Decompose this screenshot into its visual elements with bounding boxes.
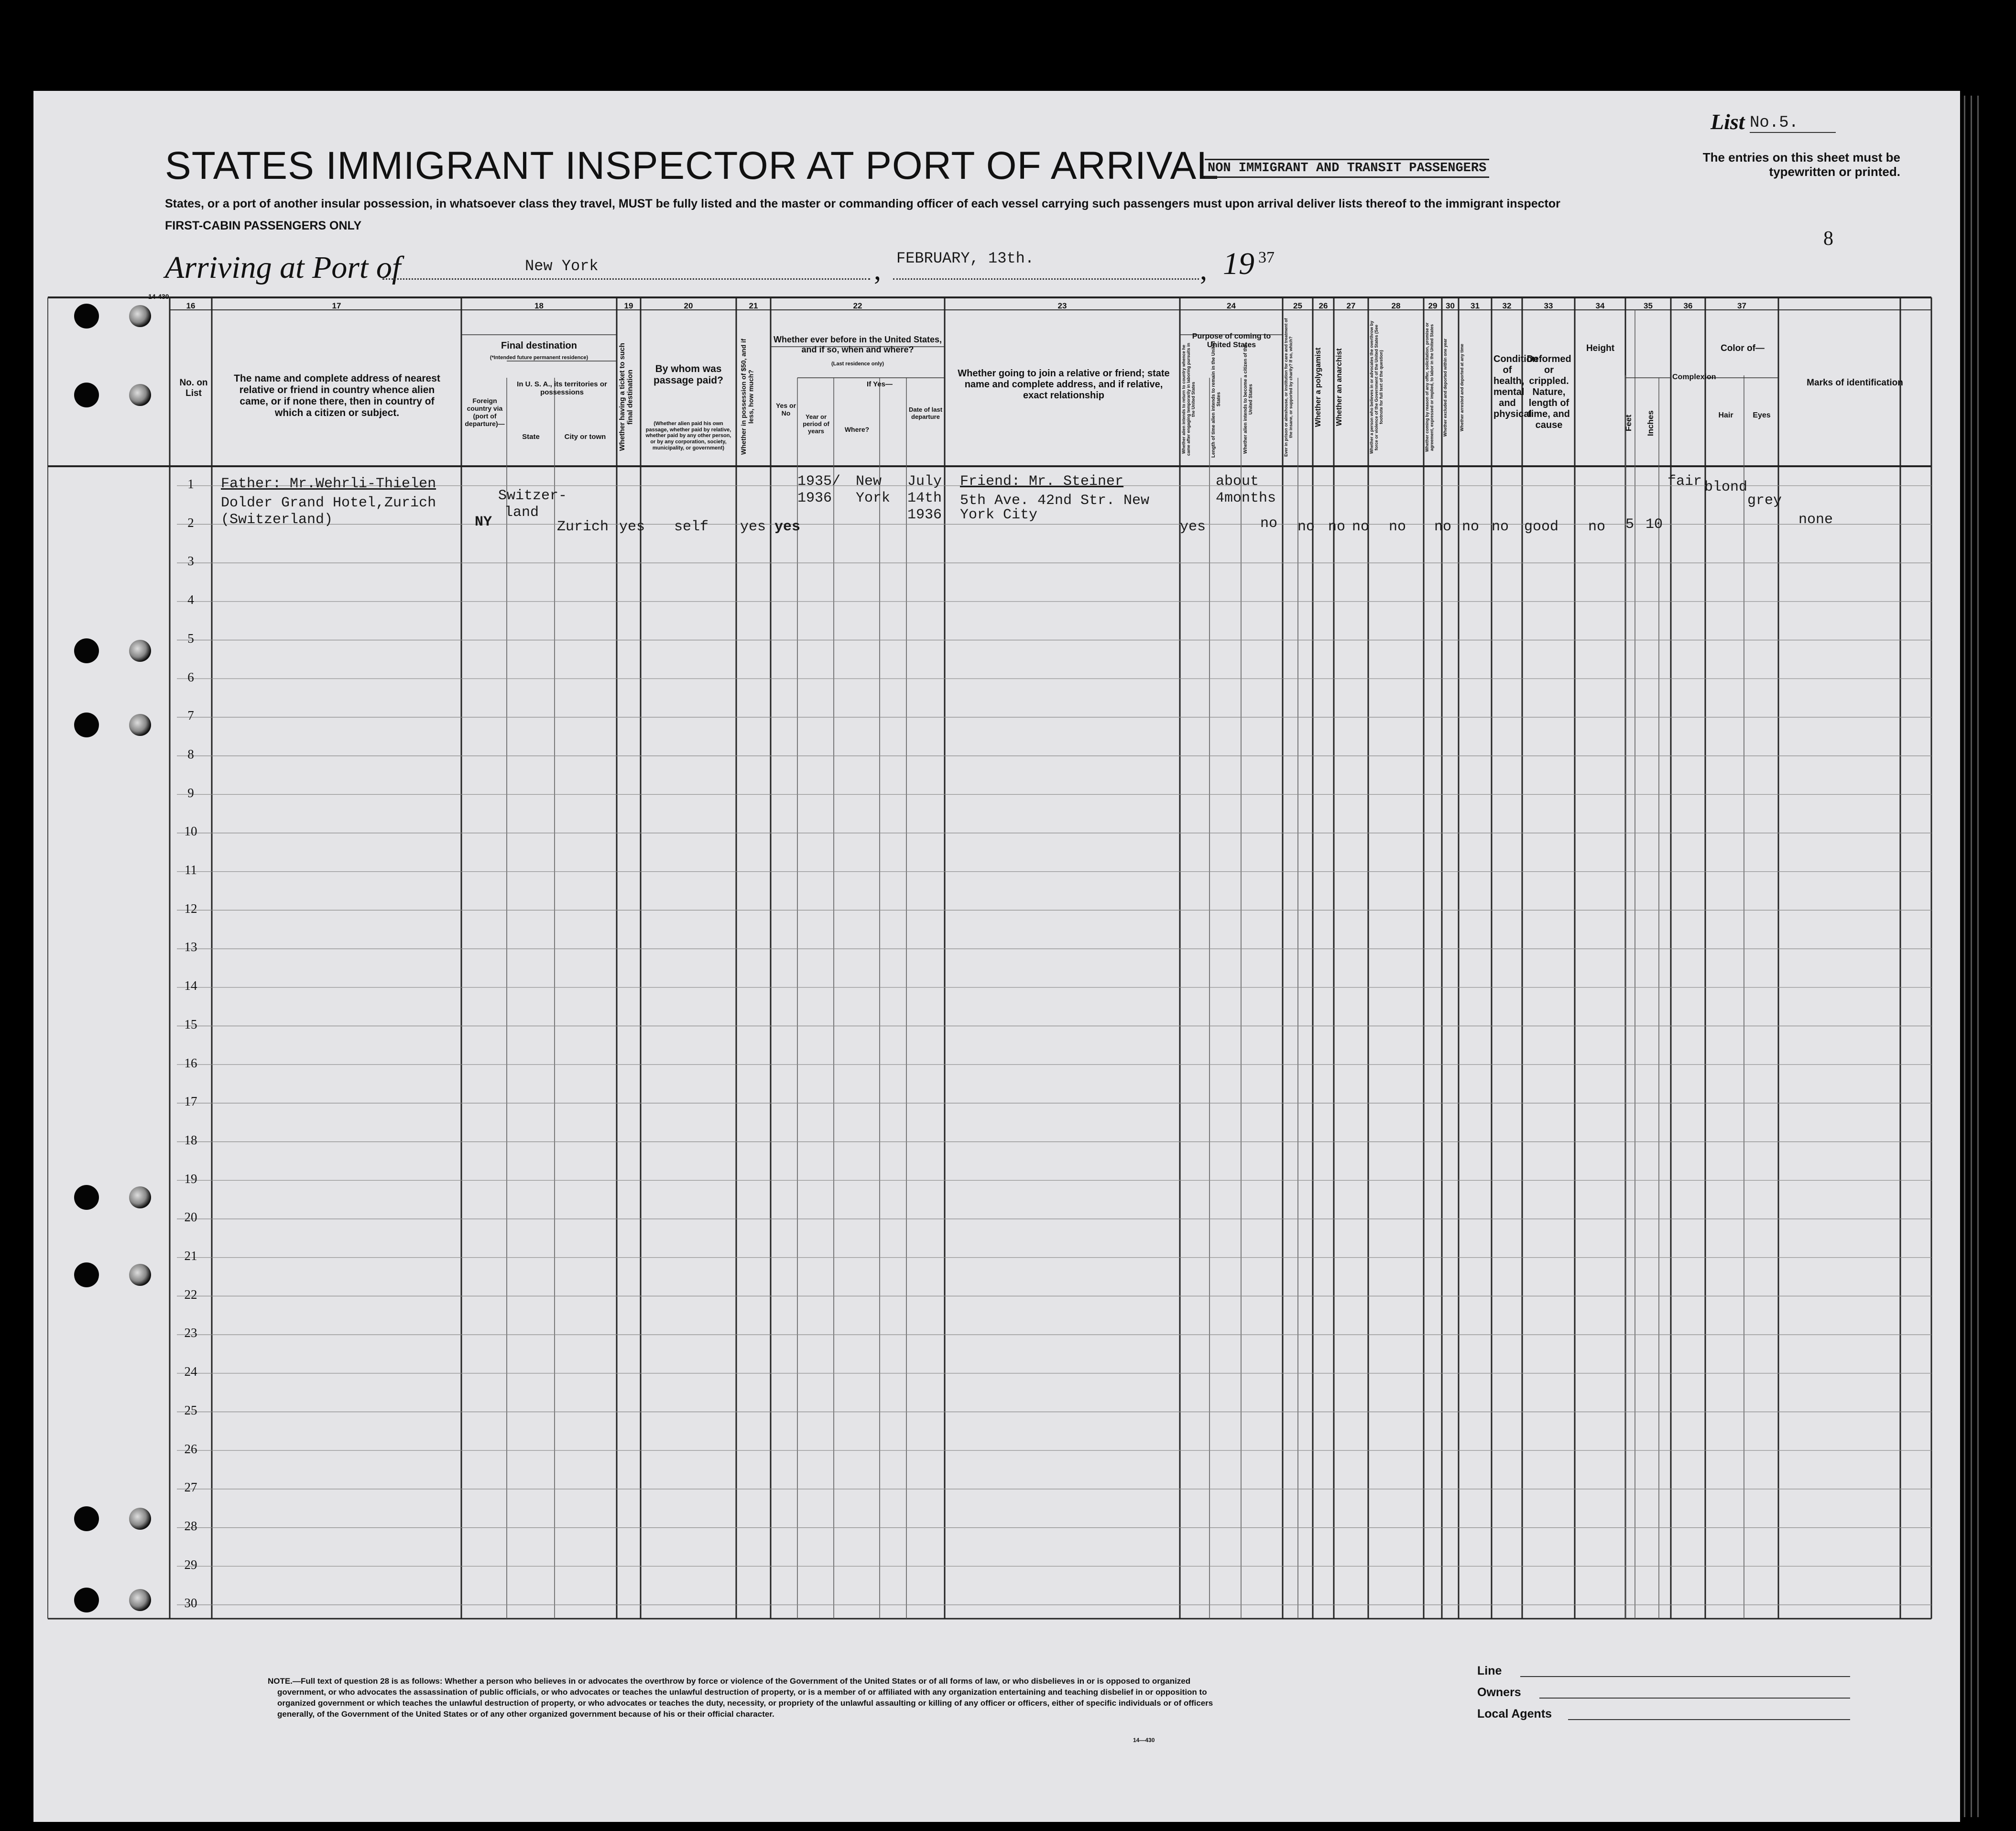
row-number: 25 — [184, 1403, 197, 1417]
complexion-value: fair — [1667, 473, 1702, 490]
row-number: 17 — [184, 1094, 197, 1109]
col-passage-paid-note: (Whether alien paid his own passage, whether paid by relative, whether paid by any other person, or by any corporation, society, municipality, or government) — [645, 421, 731, 451]
port-name: New York — [525, 257, 599, 275]
where-line-2: York — [856, 490, 891, 506]
col-departure: Date of last departure — [908, 406, 943, 420]
row-number: 4 — [187, 592, 194, 607]
col-purpose: Purpose of coming to United States — [1192, 332, 1271, 350]
row-number: 18 — [184, 1132, 197, 1147]
col-purpose-citizen: Whether alien intends to become a citizen of the United States — [1243, 344, 1253, 454]
row-number: 13 — [184, 940, 197, 954]
departure-line-2: 14th — [907, 490, 942, 506]
row-number: 6 — [187, 669, 194, 684]
column-number: 34 — [1595, 301, 1605, 310]
form-code: 14-430 — [148, 293, 169, 300]
col-state: State — [522, 433, 540, 441]
col-deformed: Deformed or crippled. Nature, length of time, and cause — [1526, 354, 1571, 430]
col-complexion: Complexion — [1672, 373, 1716, 381]
feet-value: 5 — [1625, 516, 1635, 533]
eyes-value: grey — [1747, 493, 1782, 509]
col-purpose-return: Whether alien intends to return to country whence he came after engaging temporarily in laboring pursuits in the United States — [1181, 342, 1196, 456]
comma: , — [874, 254, 881, 285]
before-in-us-value: yes — [774, 519, 801, 535]
where-line-1: New — [856, 473, 882, 490]
row-number: 9 — [187, 785, 194, 800]
money-value: yes — [740, 519, 766, 535]
row-number: 27 — [184, 1480, 197, 1495]
column-number: 23 — [1057, 301, 1067, 310]
col-height: Height — [1586, 343, 1615, 353]
cabin-class: FIRST-CABIN PASSENGERS ONLY — [165, 219, 362, 232]
row-number: 14 — [184, 978, 197, 993]
passage-paid-value: self — [674, 519, 709, 535]
entries-note: The entries on this sheet must be typewritten or printed. — [1702, 150, 1900, 179]
row-number: 20 — [184, 1210, 197, 1225]
overthrow-value: no — [1389, 519, 1406, 535]
row-number: 15 — [184, 1017, 197, 1031]
row-number: 5 — [187, 631, 194, 646]
page-number: 8 — [1823, 228, 1833, 250]
column-number: 31 — [1471, 301, 1480, 310]
col-usa: In U. S. A., its territories or possessions — [517, 380, 607, 397]
col-passage-paid: By whom was passage paid? — [654, 363, 723, 386]
column-number: 17 — [332, 301, 341, 310]
column-number: 26 — [1319, 301, 1328, 310]
relative-line-2: Dolder Grand Hotel,Zurich — [221, 495, 436, 511]
period-line-1: 1935/ — [797, 473, 841, 490]
row-number: 30 — [184, 1596, 197, 1611]
relative-line-1: Father: Mr.Wehrli-Thielen — [221, 476, 436, 492]
city-value: Zurich — [557, 519, 609, 535]
line-field — [1520, 1676, 1850, 1677]
col-vertical-28: Whether a person who believes in or advocates the overthrow by force or violence of the Government of the United States (See footnote for full text of the question) — [1369, 320, 1384, 454]
column-number: 30 — [1446, 301, 1455, 310]
join-line-2: 5th Ave. 42nd Str. New — [960, 493, 1150, 509]
column-number: 19 — [624, 301, 633, 310]
column-number: 29 — [1428, 301, 1438, 310]
col-final-destination-note: (*Intended future permanent residence) — [490, 355, 588, 361]
year-suffix: 37 — [1258, 249, 1275, 266]
length-line-2: 4months — [1216, 490, 1276, 506]
column-number: 21 — [749, 301, 758, 310]
length-line-1: about — [1216, 473, 1259, 490]
port-line — [382, 278, 870, 280]
row-number: 23 — [184, 1326, 197, 1340]
owners-field — [1539, 1698, 1850, 1699]
departure-line-1: July — [907, 473, 942, 490]
col-hair: Hair — [1718, 411, 1733, 419]
line-label: Line — [1477, 1664, 1502, 1678]
col-relative-address: The name and complete address of nearest relative or friend in country whence alien came, or if none there, then in country of which a citizen or subject. — [234, 373, 440, 419]
col-vertical-31: Whether arrested and deported at any time — [1460, 343, 1464, 431]
col-purpose-length: Length of time alien intends to remain in the United States — [1211, 341, 1221, 458]
column-number: 25 — [1293, 301, 1302, 310]
row-number: 3 — [187, 554, 194, 569]
column-number: 24 — [1227, 301, 1236, 310]
col-if-yes: If Yes— — [867, 380, 893, 388]
agents-label: Local Agents — [1477, 1707, 1552, 1721]
col-eyes: Eyes — [1753, 411, 1771, 419]
row-number: 7 — [187, 708, 194, 723]
row-number: 28 — [184, 1518, 197, 1533]
relative-line-3: (Switzerland) — [221, 512, 333, 528]
prison-value: no — [1297, 519, 1315, 535]
col-vertical-26: Whether a polygamist — [1314, 347, 1322, 428]
row-number: 10 — [184, 824, 197, 839]
column-number: 16 — [186, 301, 196, 310]
anarchist-value: no — [1352, 519, 1370, 535]
col-yes-no: Yes or No — [775, 402, 796, 417]
hair-value: blond — [1704, 479, 1748, 495]
date-line — [893, 278, 1199, 280]
departure-line-3: 1936 — [907, 507, 942, 523]
marks-value: none — [1798, 512, 1833, 528]
row-number: 12 — [184, 901, 197, 916]
row-number: 29 — [184, 1557, 197, 1572]
excluded-value: no — [1462, 519, 1480, 535]
column-number: 36 — [1683, 301, 1693, 310]
col-before-in-us: Whether ever before in the United States, and if so, when and where? — [773, 335, 942, 354]
row-number: 16 — [184, 1055, 197, 1070]
footnote: NOTE.—Full text of question 28 is as follows: Whether a person who believes in or advocates the overthrow by force or violence of the Government of the United States or of all forms of law, or who disbelieves in or is opposed to organized government, or who advocates the assassination of public officials, or who advocates or teaches the unlawful destruction of property, or is a member of or affiliated with any organization entertaining and teaching disbelief in or opposition to organized government or which teaches the unlawful destruction of property, or who advocates or teaches the duty, necessity, or propriety of the unlawful assaulting or killing of any officer or officers, either of specific individuals or of officers generally, of the Government of the United States or of any other organized government because of his or their official character. — [268, 1677, 1213, 1719]
col-join-relative: Whether going to join a relative or friend; state name and complete address, and if relative, exact relationship — [958, 368, 1170, 401]
category-stamp: NON IMMIGRANT AND TRANSIT PASSENGERS — [1205, 159, 1489, 178]
foreign-country-line-2: land — [504, 504, 539, 521]
foreign-country-line-1: Switzer- — [498, 488, 567, 504]
column-number: 32 — [1502, 301, 1512, 310]
row-number: 11 — [185, 863, 197, 877]
return-intent-value: yes — [1180, 519, 1206, 535]
list-label: List — [1711, 110, 1745, 134]
col-vertical-27: Whether an anarchist — [1335, 348, 1343, 427]
labor-offer-value: no — [1434, 519, 1452, 535]
inches-value: 10 — [1645, 516, 1663, 533]
row-number: 26 — [184, 1441, 197, 1456]
comma: , — [1200, 254, 1207, 285]
arriving-label: Arriving at Port of — [165, 250, 401, 285]
col-feet: Feet — [1624, 415, 1633, 432]
col-city: City or town — [564, 433, 606, 441]
col-where: Where? — [844, 426, 870, 433]
row-number: 21 — [184, 1249, 197, 1263]
agents-field — [1568, 1719, 1850, 1720]
col-health: Condition of health, mental and physical — [1493, 354, 1538, 419]
state-value: NY — [475, 514, 492, 530]
column-number: 37 — [1737, 301, 1746, 310]
col-period: Year or period of years — [803, 413, 829, 435]
arrival-date: FEBRUARY, 13th. — [896, 250, 1035, 267]
col-final-destination: Final destination — [501, 340, 577, 351]
join-line-1: Friend: Mr. Steiner — [960, 473, 1124, 490]
citizen-value: no — [1260, 515, 1278, 532]
ticket-value: yes — [619, 519, 645, 535]
row-number: 8 — [187, 746, 194, 761]
arrested-value: no — [1492, 519, 1509, 535]
col-vertical-29: Whether coming by reason of any offer, solicitation, promise or agreement, expressed or implied, to labor in the United States — [1425, 322, 1434, 452]
instruction-text: States, or a port of another insular possession, in whatsoever class they travel, MUST be fully listed and the master or commanding officer of each vessel carrying such passengers must upon arrival deliver lists thereof to the immigrant inspector — [165, 197, 1560, 210]
col-vertical-30: Whether excluded and deported within one year — [1443, 338, 1448, 437]
col-ticket: Whether having a ticket to such final destination — [618, 343, 634, 451]
row-number: 1 — [187, 477, 194, 491]
col-foreign-country: Foreign country via (port of departure)— — [465, 397, 505, 428]
row-number: 22 — [184, 1287, 197, 1302]
row-number: 2 — [187, 515, 194, 530]
health-value: good — [1524, 519, 1559, 535]
column-number: 22 — [853, 301, 862, 310]
join-line-3: York City — [960, 507, 1038, 523]
col-no-on-list: No. on List — [179, 378, 208, 398]
col-before-in-us-note: (Last residence only) — [831, 361, 884, 367]
owners-label: Owners — [1477, 1686, 1521, 1699]
column-number: 28 — [1391, 301, 1401, 310]
row-number: 19 — [184, 1171, 197, 1186]
period-line-2: 1936 — [797, 490, 832, 506]
column-number: 20 — [684, 301, 693, 310]
column-number: 18 — [534, 301, 544, 310]
column-number: 27 — [1346, 301, 1356, 310]
col-color-of: Color of— — [1721, 343, 1765, 353]
col-marks: Marks of identification — [1807, 378, 1903, 388]
footer-form-code: 14—430 — [1133, 1737, 1155, 1743]
col-inches: Inches — [1646, 410, 1655, 436]
page-title: STATES IMMIGRANT INSPECTOR AT PORT OF ARRIVAL — [165, 144, 1219, 187]
year-prefix: 19 — [1223, 246, 1254, 281]
col-money: Whether in possession of $50, and if less, how much? — [740, 339, 755, 455]
deformed-value: no — [1588, 519, 1606, 535]
polygamist-value: no — [1328, 519, 1346, 535]
column-number: 35 — [1644, 301, 1653, 310]
row-number: 24 — [184, 1364, 197, 1379]
col-vertical-25: Ever in prison or almshouse, or institution for care and treatment of the insane, or supported by charity? If so, which? — [1284, 318, 1293, 457]
column-number: 33 — [1544, 301, 1553, 310]
list-number: No.5. — [1750, 114, 1836, 133]
